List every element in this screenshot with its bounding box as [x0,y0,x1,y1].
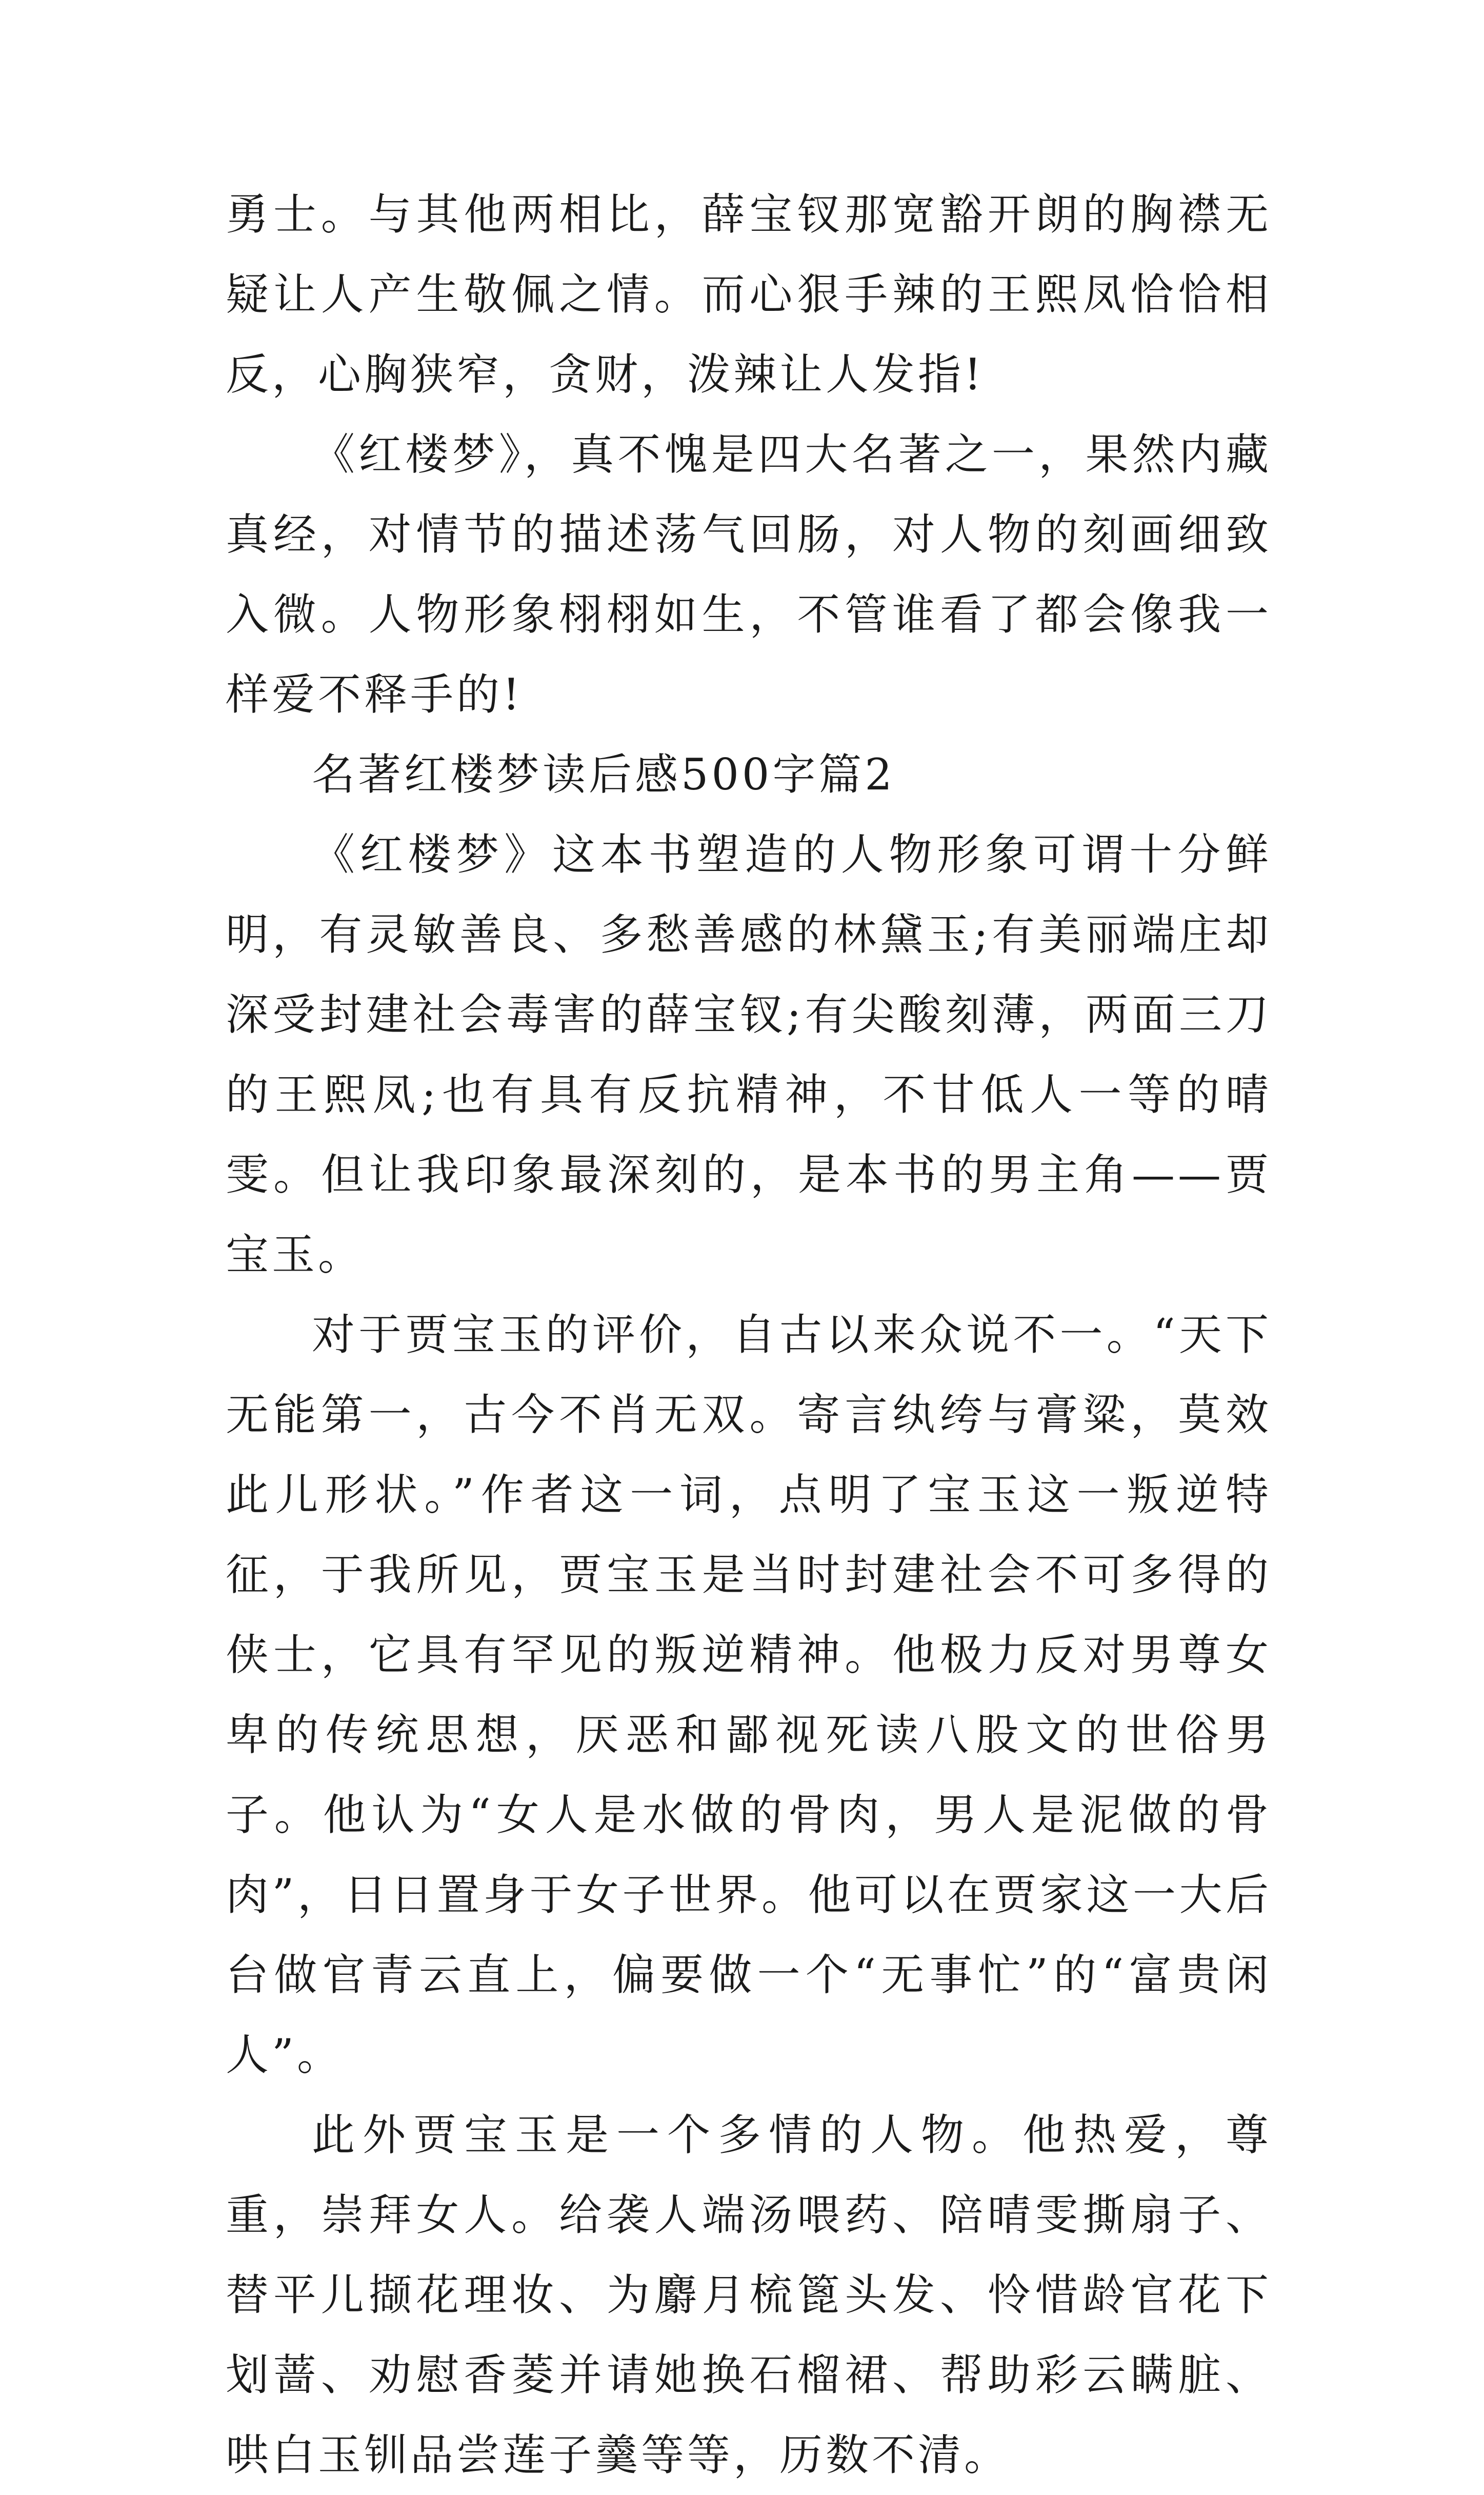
section-heading: 名著红楼梦读后感500字篇2 [312,749,895,800]
paragraph-5: 此外贾宝玉是一个多情的人物。他热爱，尊重，崇拜女人。给袭人端汤喂药、陪晴雯撕扇子、替平儿撷花理妆、为麝月梳篦头发、怜惜龄官花下划蔷、劝慰香菱并请她换石榴裙、帮助彩云瞒脏、哄白玉钏品尝莲子羹等等，历数不清。 [226,2110,1272,2480]
paragraph-3: 《红楼梦》这本书塑造的人物形象可谓十分鲜明，有灵敏善良、多愁善感的林黛玉;有美丽端庄却深受封建社会毒害的薛宝钗;有尖酸刻薄，两面三刀的王熙凤;也有具有反抗精神，不甘低人一等的晴雯。但让我印象最深刻的，是本书的男主角——贾宝玉。 [226,829,1272,1280]
paragraph-2: 《红楼梦》，真不愧是四大名著之一，果然内藏真经，对情节的描述荡气回肠，对人物的刻画细致入微。人物形象栩栩如生，不管谁看了都会像我一样爱不释手的! [226,429,1272,720]
paragraph-1: 勇士。与其他两相比，薛宝钗那宽豁开朗的胸襟无疑让人产生敬佩之情。而心狠手辣的王熙凤恰恰相反，心胸狭窄，贪财，泼辣让人发指! [226,189,1272,400]
paragraph-4: 对于贾宝玉的评价，自古以来众说不一。“天下无能第一，古今不肖无双。寄言纨绔与膏粱，莫效此儿形状。”作者这一词，点明了宝玉这一叛逆特征，于我所见，贾宝玉是当时封建社会不可多得的侠士，它具有罕见的叛逆精神。他极力反对男尊女卑的传统思想，厌恶和鄙视死读八股文的世俗男子。他认为“女人是水做的骨肉，男人是泥做的骨肉”，日日置身于女子世界。他可以在贾家这一大后台做官青云直上，偏要做一个“无事忙”的“富贵闲人”。 [226,1310,1272,2080]
document-body [226,174,1272,2495]
